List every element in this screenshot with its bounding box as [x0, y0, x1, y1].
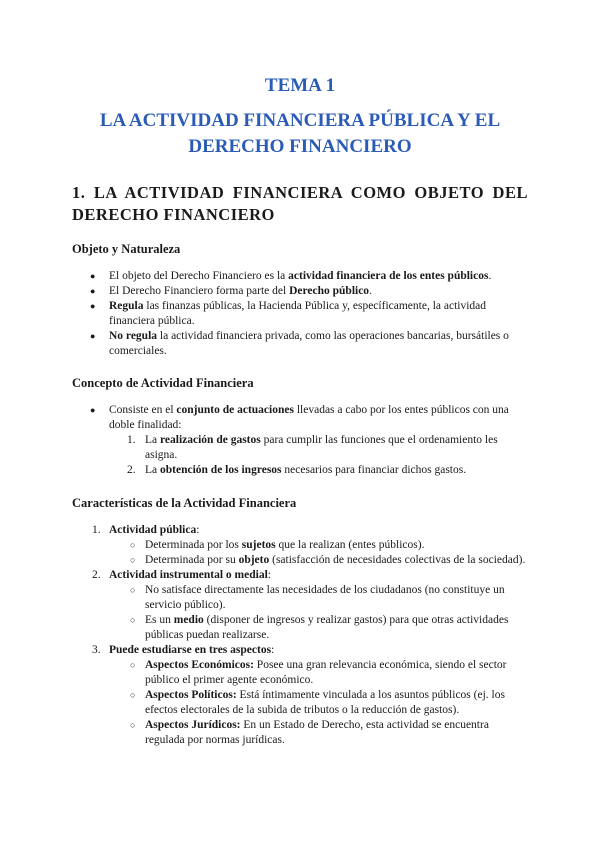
- list-item: ● El Derecho Financiero forma parte del Derecho público.: [90, 285, 372, 297]
- list-item: ● Regula las finanzas públicas, la Hacienda Pública y, específicamente, la actividad financiera pública.: [90, 300, 487, 327]
- list-item: ● No regula la actividad financiera privada, como las operaciones bancarias, bursátiles o comerciales.: [90, 330, 509, 357]
- list-item: ○ Aspectos Políticos: Está íntimamente vinculada a los asuntos públicos (ej. los efectos electorales de la subida de tributos o la reducción de gastos).: [130, 689, 505, 716]
- circle-bullet-icon: ○: [130, 555, 136, 565]
- caracteristicas-list: [72, 523, 528, 748]
- circle-bullet-icon: ○: [130, 540, 136, 550]
- subheading-concepto: Concepto de Actividad Financiera: [72, 376, 254, 390]
- bullet-icon: ●: [90, 331, 96, 341]
- list-item: 1. Actividad pública:: [92, 524, 200, 536]
- bullet-icon: ●: [90, 271, 96, 281]
- circle-bullet-icon: ○: [130, 660, 136, 670]
- list-item: ● Consiste en el conjunto de actuaciones llevadas a cabo por los entes públicos con una doble finalidad:: [90, 404, 509, 431]
- list-item: ○ Aspectos Jurídicos: En un Estado de Derecho, esta actividad se encuentra regulada por normas jurídicas.: [130, 719, 489, 746]
- section-heading: 1. LA ACTIVIDAD FINANCIERA COMO OBJETO DEL DERECHO FINANCIERO: [72, 183, 528, 224]
- list-item: ○ Es un medio (disponer de ingresos y realizar gastos) para que otras actividades públicas puedan realizarse.: [130, 614, 509, 641]
- bullet-icon: ●: [90, 301, 96, 311]
- circle-bullet-icon: ○: [130, 585, 136, 595]
- circle-bullet-icon: ○: [130, 615, 136, 625]
- list-item: 3. Puede estudiarse en tres aspectos:: [92, 644, 275, 656]
- bullet-icon: ●: [90, 405, 96, 415]
- main-title: LA ACTIVIDAD FINANCIERA PÚBLICA Y EL DERECHO FINANCIERO: [99, 110, 501, 157]
- list-item: ○ Determinada por los sujetos que la realizan (entes públicos).: [130, 539, 425, 551]
- list-item: ○ Determinada por su objeto (satisfacción de necesidades colectivas de la sociedad).: [130, 554, 526, 566]
- circle-bullet-icon: ○: [130, 720, 136, 730]
- list-item: 2. La obtención de los ingresos necesarios para financiar dichos gastos.: [127, 464, 467, 476]
- list-item: ○ Aspectos Económicos: Posee una gran relevancia económica, siendo el sector público el primer agente económico.: [130, 659, 507, 686]
- concepto-list: [72, 403, 528, 478]
- list-item: ○ No satisface directamente las necesidades de los ciudadanos (no constituye un servicio público).: [130, 584, 505, 611]
- objeto-list: [72, 269, 528, 359]
- subheading-objeto: Objeto y Naturaleza: [72, 242, 181, 256]
- subheading-caracteristicas: Características de la Actividad Financiera: [72, 496, 297, 510]
- tema-title: TEMA 1: [264, 75, 336, 96]
- circle-bullet-icon: ○: [130, 690, 136, 700]
- bullet-icon: ●: [90, 286, 96, 296]
- list-item: ● El objeto del Derecho Financiero es la actividad financiera de los entes públicos.: [90, 270, 492, 282]
- list-item: 2. Actividad instrumental o medial:: [92, 569, 271, 581]
- list-item: 1. La realización de gastos para cumplir las funciones que el ordenamiento les asigna.: [127, 434, 498, 461]
